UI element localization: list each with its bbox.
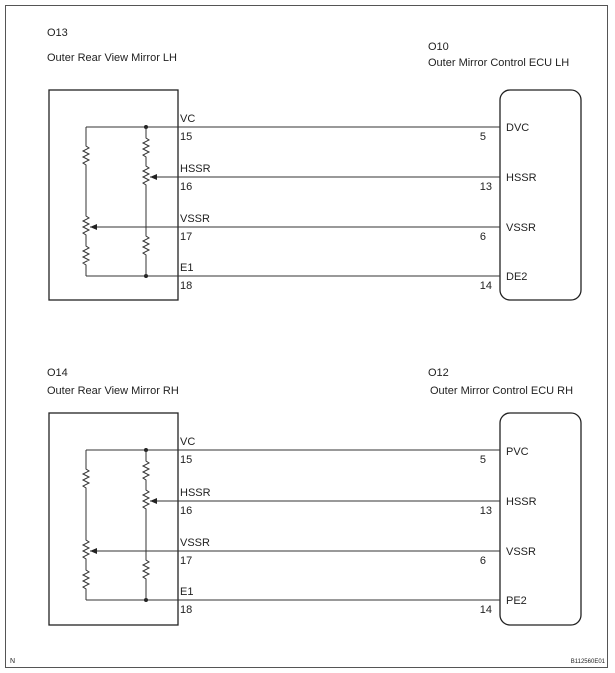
rh-signal-vssr: VSSR [180,537,210,549]
mirror-lh-box [49,90,178,300]
lh-ecu-pin-14: 14 [479,280,492,292]
ecu-rh-box [500,413,581,625]
figure-id: B112560E01 [570,659,605,665]
lh-ecu-signal-vssr: VSSR [506,222,536,234]
rh-pin-16: 16 [180,505,193,517]
footer-mark: N [10,658,16,665]
rh-pin-15: 15 [180,454,193,466]
lh-signal-vssr: VSSR [180,213,210,225]
lh-ecu-pin-6: 6 [479,231,486,243]
rh-ecu-signal-vssr: VSSR [506,546,536,558]
lh-ecu-signal-de2: DE2 [506,271,528,283]
rh-ecu-signal-hssr: HSSR [506,496,537,508]
lh-signal-vc: VC [180,113,196,125]
mirror-rh-name: Outer Rear View Mirror RH [47,385,179,397]
lh-signal-e1: E1 [180,262,194,274]
mirror-rh-code: O14 [47,367,68,379]
rh-ecu-pin-6: 6 [479,555,486,567]
diagram-rh [47,367,581,625]
lh-ecu-pin-5: 5 [479,131,486,143]
ecu-lh-name: Outer Mirror Control ECU LH [428,57,570,69]
rh-pin-18: 18 [180,604,193,616]
lh-ecu-pin-13: 13 [479,181,492,193]
ecu-rh-code: O12 [428,367,449,379]
ecu-lh-code: O10 [428,41,449,53]
mirror-lh-code: O13 [47,27,68,39]
rh-ecu-pin-5: 5 [479,454,486,466]
rh-ecu-signal-pe2: PE2 [506,595,527,607]
lh-pin-17: 17 [180,231,193,243]
rh-ecu-signal-pvc: PVC [506,446,529,458]
lh-ecu-signal-hssr: HSSR [506,172,537,184]
mirror-rh-sensor-circuit [83,448,178,602]
rh-signal-hssr: HSSR [180,487,211,499]
diagram-lh [47,27,581,300]
lh-pin-15: 15 [180,131,193,143]
rh-pin-17: 17 [180,555,193,567]
lh-signal-hssr: HSSR [180,163,211,175]
mirror-lh-name: Outer Rear View Mirror LH [47,52,177,64]
rh-ecu-pin-13: 13 [479,505,492,517]
mirror-lh-sensor-circuit [83,125,178,278]
rh-signal-e1: E1 [180,586,194,598]
mirror-rh-box [49,413,178,625]
lh-ecu-signal-dvc: DVC [506,122,530,134]
rh-ecu-pin-14: 14 [479,604,492,616]
rh-signal-vc: VC [180,436,196,448]
lh-pin-16: 16 [180,181,193,193]
ecu-rh-name: Outer Mirror Control ECU RH [430,385,574,397]
lh-pin-18: 18 [180,280,193,292]
